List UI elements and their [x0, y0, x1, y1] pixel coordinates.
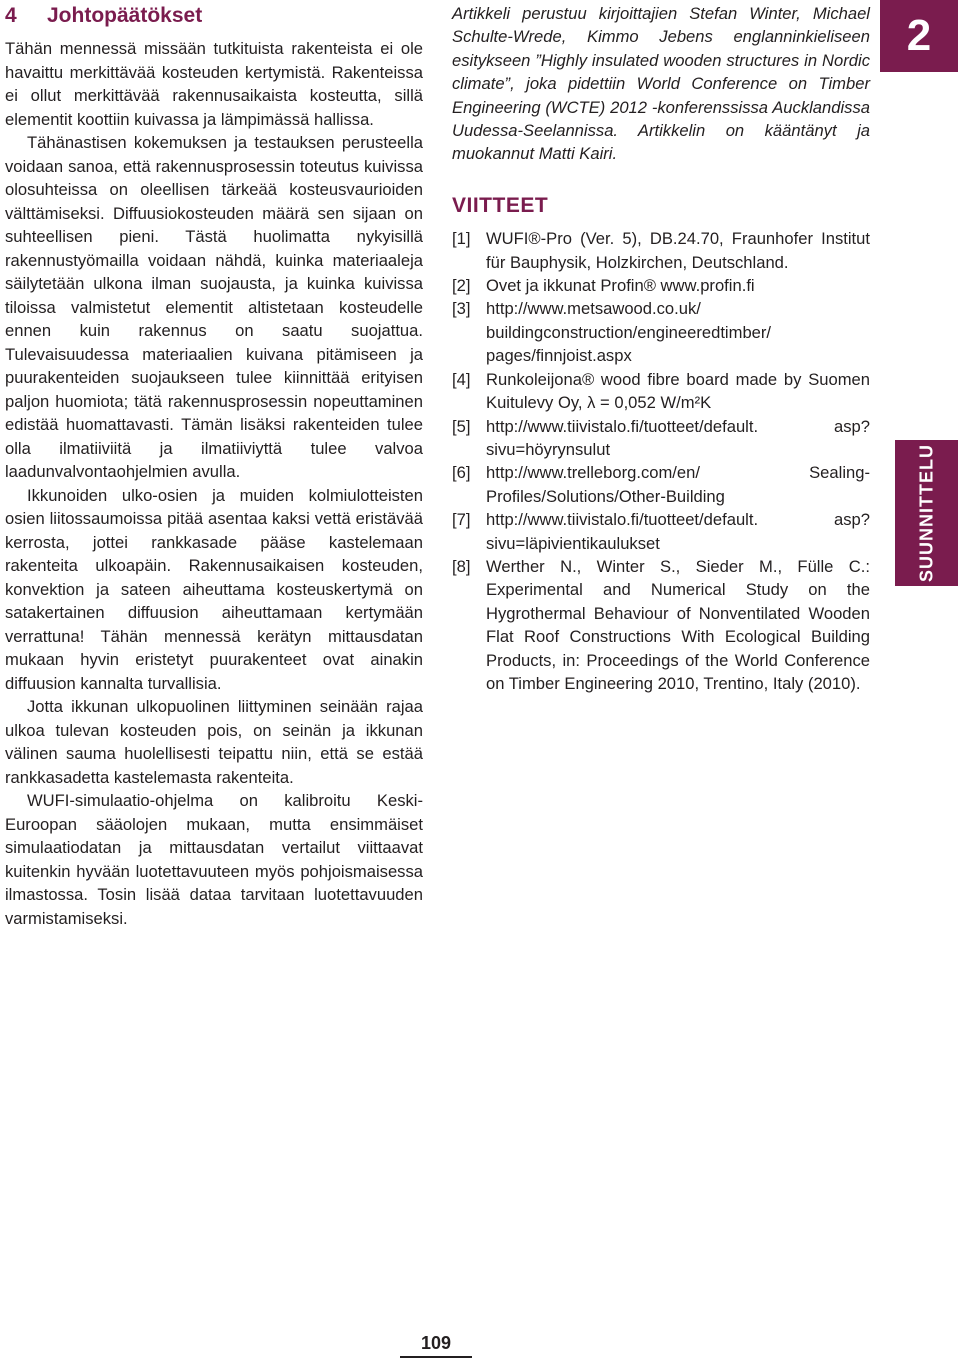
reference-item: [452, 508, 870, 555]
paragraph-5: WUFI-simulaatio-ohjelma on kalibroitu Keski-Euroopan sääolojen mukaan, mutta ensimmäiset simulaatiodatan ja mittausdatan vertailut viittaavat kuitenkin hyvään luotettavuuteen myös pohjoismaisessa ilmastossa. Tosin lisää dataa tarvitaan luotettavuuden varmistamiseksi.: [5, 791, 423, 928]
reference-number: [5]: [452, 416, 471, 436]
reference-number: [7]: [452, 510, 471, 530]
article-credit: Artikkeli perustuu kirjoittajien Stefan Winter, Michael Schulte-Wrede, Kimmo Jebens englanninkieliseen esitykseen ”Highly insulated wooden structures in Nordic climate”, joka pidettiin World Conference on Timber Engineering (WCTE) 2012 -konferenssissa Aucklandissa Uudessa-Seelannissa. Artikkelin on kääntänyt ja muokannut Matti Kairi.: [452, 4, 870, 164]
reference-text: http://www.tiivistalo.fi/tuotteet/default. asp?sivu=höyrynsulut: [486, 416, 870, 459]
reference-text: http://www.metsawood.co.uk/ buildingconstruction/engineeredtimber/ pages/finnjoist.aspx: [486, 299, 772, 366]
reference-item: [452, 297, 870, 367]
main-column: [5, 0, 423, 930]
section-heading: [5, 3, 423, 29]
section-side-tab: [895, 440, 958, 586]
section-title: Johtopäätökset: [47, 4, 203, 27]
reference-number: [3]: [452, 299, 471, 319]
paragraph-3: Ikkunoiden ulko-osien ja muiden kolmiulotteisten osien liitossaumoissa pitää asentaa kaksi vettä eristävää kerrosta, jottei rankkasade pääse kastelemaan rakenteita ulkoapäin. Rakennusaikaisen kosteuden, konvektion ja sateen aiheuttama kosteuskertymä on satakertainen diffuusion aiheuttamaan kertymään verrattuna! Tähän mennessä kerätyn mittausdatan mukaan hyvin eristetyt puurakenteet ovat ainakin diffuusion kannalta turvallisia.: [5, 485, 423, 693]
reference-text: WUFI®-Pro (Ver. 5), DB.24.70, Fraunhofer Institut für Bauphysik, Holzkirchen, Deutschland.: [486, 229, 870, 272]
reference-item: [452, 274, 870, 297]
reference-number: [6]: [452, 463, 471, 483]
chapter-number-badge: 2: [880, 0, 958, 72]
reference-text: Runkoleijona® wood fibre board made by Suomen Kuitulevy Oy, λ = 0,052 W/m²K: [486, 369, 870, 413]
reference-list: [452, 227, 870, 695]
reference-text: Ovet ja ikkunat Profin® www.profin.fi: [486, 276, 755, 296]
reference-item: [452, 415, 870, 462]
reference-number: [1]: [452, 229, 471, 249]
reference-number: [8]: [452, 556, 471, 576]
reference-number: [4]: [452, 369, 471, 389]
paragraph-4: Jotta ikkunan ulkopuolinen liittyminen seinään rajaa ulkoa tulevan kosteuden pois, on seinän ja ikkunan välinen sauma huolellisesti teipattu niin, että se estää rankkasadetta kastelemasta rakenteita.: [5, 697, 423, 787]
paragraph-1: Tähän mennessä missään tutkituista rakenteista ei ole havaittu merkittävää kosteuden kertymistä. Rakenteissa ei ollut merkittävää rakennusaikaista kosteutta, sillä elementit koottiin kuivassa ja lämpimässä hallissa.: [5, 39, 423, 129]
page-number: 109: [400, 1333, 472, 1358]
reference-item: [452, 368, 870, 415]
reference-number: [2]: [452, 276, 471, 296]
references-title: VIITTEET: [452, 193, 549, 217]
side-tab-label: SUUNNITTELU: [916, 444, 936, 582]
reference-item: [452, 555, 870, 695]
reference-text: http://www.trelleborg.com/en/ Sealing-Profiles/Solutions/Other-Building: [486, 463, 870, 506]
reference-item: [452, 227, 870, 274]
reference-text: Werther N., Winter S., Sieder M., Fülle C.: Experimental and Numerical Study on the Hygrothermal Behaviour of Nonventilated Wooden Flat Roof Constructions With Ecological Building Products, in: Proceedings of the World Conference on Timber Engineering 2010, Trentino, Italy (2010).: [486, 556, 870, 693]
side-column: [452, 0, 870, 695]
reference-item: [452, 461, 870, 508]
reference-text: http://www.tiivistalo.fi/tuotteet/default. asp?sivu=läpivientikaulukset: [486, 510, 870, 553]
paragraph-2: Tähänastisen kokemuksen ja testauksen perusteella voidaan sanoa, että rakennusprosessin toteutus kuivissa olosuhteissa on oleellisen tärkeää kosteusvaurioiden välttämiseksi. Diffuusiokosteuden määrä sen sijaan on suhteellisen pieni. Tästä huolimatta nykyisillä rakennustyömailla voidaan nähdä, kuinka materiaaleja säilytetään ulkona ilman suojausta, ja kuinka kuivissa tiloissa valmistetut elementit altistetaan kosteudelle ennen kuin rakennus on saatu suojattua. Tulevaisuudessa materiaalien kuivana pitämiseen ja puurakenteiden suojaukseen tulee kiinnittää erityisen paljon huomiota; tätä rakennusprosessin nopeuttaminen edistää huomattavasti. Tämän lisäksi rakenteiden tulee olla ilmatiiviitä ja ilmatiiviyttä tulee valvoa laadunvalvontaohjelmien avulla.: [5, 133, 423, 481]
section-number: 4: [5, 4, 17, 27]
